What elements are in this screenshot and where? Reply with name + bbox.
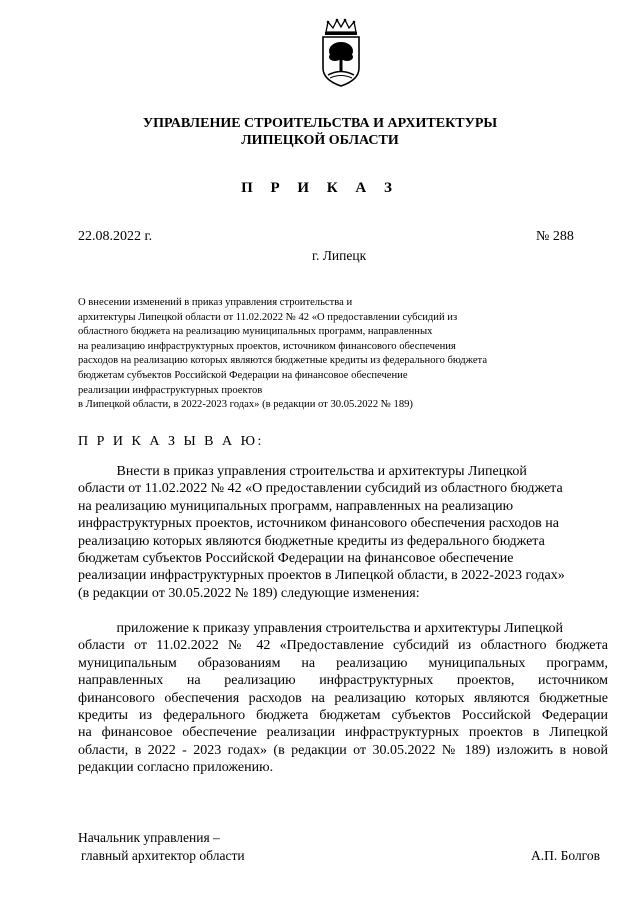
organization-name-line2: ЛИПЕЦКОЙ ОБЛАСТИ <box>241 133 399 148</box>
paragraph-line: инфраструктурных проектов, источником финансового обеспечения расходов на <box>78 516 559 532</box>
order-city: г. Липецк <box>312 248 367 263</box>
paragraph-line: (в редакции от 30.05.2022 № 189) следующие изменения: <box>78 585 420 601</box>
lipetsk-coat-of-arms-icon <box>316 18 366 88</box>
paragraph-appendix <box>78 620 608 777</box>
paragraph-line: на финансовое обеспечение реализации инфраструктурных проектов в Липецкой <box>78 725 608 741</box>
subject-line: реализации инфраструктурных проектов <box>78 384 263 396</box>
subject-line: расходов на реализацию которых являются бюджетные кредиты из федерального бюджета <box>78 355 488 367</box>
organization-name <box>0 115 640 149</box>
paragraph-line: приложение к приказу управления строительства и архитектуры Липецкой <box>78 621 564 636</box>
order-number: № 288 <box>536 229 574 244</box>
paragraph-amendments <box>78 463 608 602</box>
subject-line: О внесении изменений в приказ управления строительства и <box>78 297 353 308</box>
paragraph-line: бюджетам субъектов Российской Федерации на финансовое обеспечение <box>78 551 514 567</box>
decree-heading: П Р И К А З Ы В А Ю: <box>78 434 264 449</box>
paragraph-line: муниципальным образованиям на реализацию муниципальных программ, <box>78 655 608 671</box>
paragraph-line: кредиты из федерального бюджета бюджетам субъектов Российской Федерации <box>78 708 608 724</box>
paragraph-line: реализации инфраструктурных проектов в Липецкой области, в 2022-2023 годах» <box>78 568 565 584</box>
paragraph-line: редакции согласно приложению. <box>78 760 274 776</box>
signatory-name: А.П. Болгов <box>531 848 601 863</box>
document-type-title: П Р И К А З <box>241 180 399 196</box>
subject-line: бюджетам субъектов Российской Федерации на финансовое обеспечение <box>78 369 408 381</box>
paragraph-line: на реализацию муниципальных программ, направленных на реализацию <box>78 498 514 514</box>
subject-line: на реализацию инфраструктурных проектов, источником финансового обеспечения <box>78 340 456 352</box>
paragraph-line: области от 11.02.2022 № 42 «Предоставление субсидий из областного бюджета <box>78 638 608 654</box>
subject-line: в Липецкой области, в 2022-2023 годах» (в редакции от 30.05.2022 № 189) <box>78 399 413 411</box>
signatory-position-line1: Начальник управления – <box>78 830 220 845</box>
paragraph-line: области, в 2022 - 2023 годах» (в редакции от 30.05.2022 № 189) изложить в новой <box>78 742 608 758</box>
signatory-position-line2: главный архитектор области <box>81 848 245 863</box>
paragraph-line: Внести в приказ управления строительства и архитектуры Липецкой <box>78 464 527 479</box>
order-subject <box>78 296 578 413</box>
organization-name-line1: УПРАВЛЕНИЕ СТРОИТЕЛЬСТВА И АРХИТЕКТУРЫ <box>142 116 498 131</box>
order-date: 22.08.2022 г. <box>78 229 153 244</box>
subject-line: архитектуры Липецкой области от 11.02.2022 № 42 «О предоставлении субсидий из <box>78 311 458 323</box>
paragraph-line: реализацию которых являются бюджетные кредиты из федерального бюджета <box>78 533 545 549</box>
paragraph-line: финансового обеспечения расходов на реализацию которых являются бюджетные <box>78 690 608 706</box>
paragraph-line: области от 11.02.2022 № 42 «О предоставлении субсидий из областного бюджета <box>78 481 563 497</box>
paragraph-line: направленных на реализацию инфраструктурных проектов, источником <box>78 673 608 689</box>
subject-line: областного бюджета на реализацию муниципальных программ, направленных <box>78 326 433 338</box>
